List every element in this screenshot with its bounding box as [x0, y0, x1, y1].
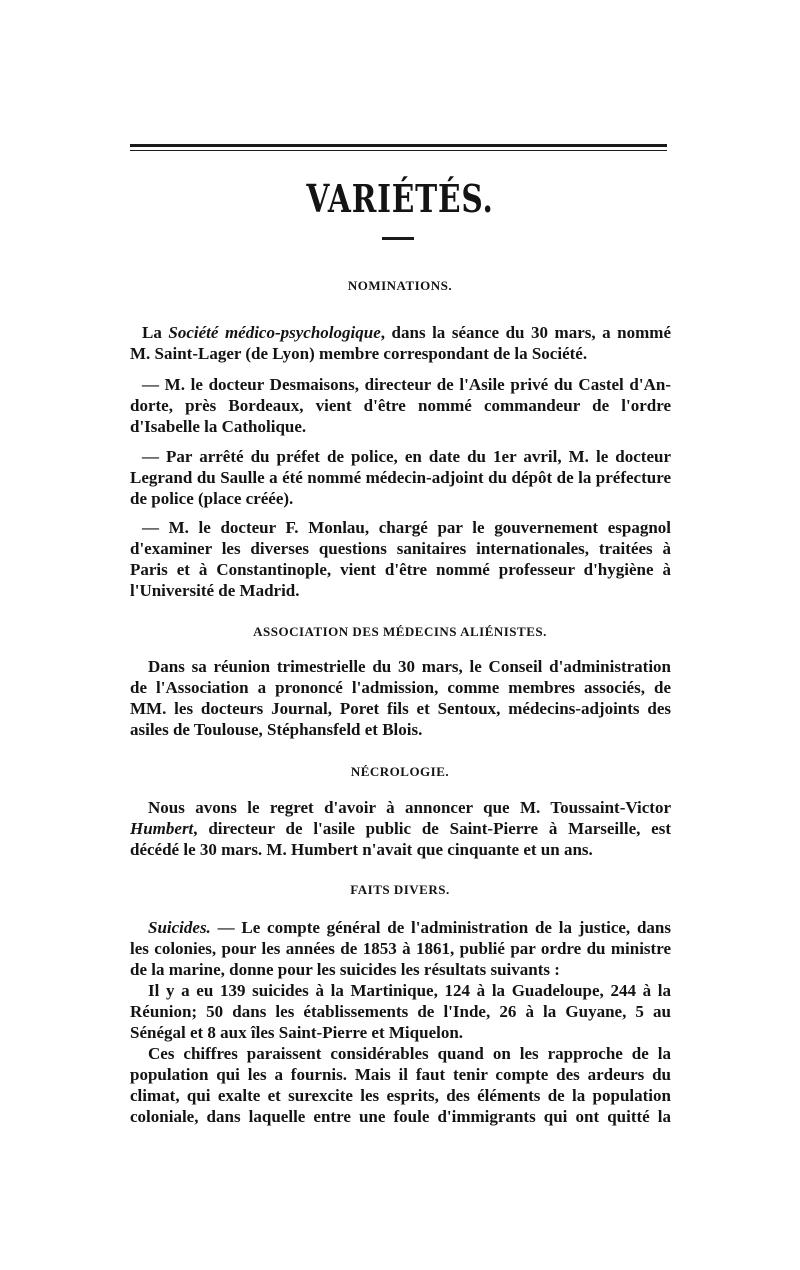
text-line: Sénégal et 8 aux îles Saint-Pierre et Miquelon. [130, 1023, 464, 1042]
text-line: M. Saint-Lager (de Lyon) membre correspondant de la Société. [130, 344, 588, 363]
text-line: dorte, près Bordeaux, vient d'être nommé commandeur de l'ordre [130, 396, 671, 415]
italic-name-humbert: Humbert [130, 819, 194, 838]
text-line: les colonies, pour les années de 1853 à 1861, publié par ordre du ministre [130, 939, 671, 958]
text-line: de police (place créée). [130, 489, 294, 508]
text-line: Ces chiffres paraissent considérables quand on les rapproche de la [148, 1044, 671, 1063]
text-line: La Société médico-psychologique, dans la séance du 30 mars, a nommé [142, 323, 671, 342]
heading-nominations: NOMINATIONS. [347, 278, 453, 293]
text-line: MM. les docteurs Journal, Poret fils et Sentoux, médecins-adjoints des [130, 699, 671, 718]
text-line: asiles de Toulouse, Stéphansfeld et Blois. [130, 720, 423, 739]
paragraph-statistics [130, 980, 671, 1043]
text-line: l'Université de Madrid. [130, 581, 300, 600]
text-line: Paris et à Constantinople, vient d'être nommé professeur d'hygiène à [130, 560, 671, 579]
text-line: d'examiner les diverses questions sanitaires internationales, traitées à [130, 539, 671, 558]
text-line: coloniale, dans laquelle entre une foule d'immigrants qui ont quitté la [130, 1107, 671, 1126]
paragraph-desmaisons [130, 374, 671, 437]
heading-association: ASSOCIATION DES MÉDECINS ALIÉNISTES. [253, 624, 547, 639]
title-divider [382, 237, 414, 240]
paragraph-societe [130, 322, 671, 364]
text-line: Legrand du Saulle a été nommé médecin-adjoint du dépôt de la préfecture [130, 468, 671, 487]
text-line: climat, qui exalte et surexcite les esprits, des éléments de la population [130, 1086, 671, 1105]
heading-faits-divers: FAITS DIVERS. [350, 882, 450, 897]
paragraph-monlau [130, 517, 671, 601]
paragraph-chiffres [130, 1043, 671, 1127]
text-line: Dans sa réunion trimestrielle du 30 mars, le Conseil d'administration [148, 657, 671, 676]
paragraph-association [130, 656, 671, 740]
text-line: de l'Association a prononcé l'admission, comme membres associés, de [130, 678, 671, 697]
header-rule-thick [130, 144, 667, 147]
italic-suicides: Suicides. [148, 918, 211, 937]
text-line: — Par arrêté du préfet de police, en date du 1er avril, M. le docteur [142, 447, 671, 466]
text-line: Nous avons le regret d'avoir à annoncer que M. Toussaint-Victor [148, 798, 671, 817]
text-line: Humbert, directeur de l'asile public de Saint-Pierre à Marseille, est [130, 819, 671, 838]
paragraph-suicides [130, 917, 671, 980]
text-line: Il y a eu 139 suicides à la Martinique, 124 à la Guadeloupe, 244 à la [148, 981, 671, 1000]
italic-society-name: Société médico-psychologique [168, 323, 381, 342]
paragraph-legrand [130, 446, 671, 509]
text-line: Suicides. — Le compte général de l'administration de la justice, dans [148, 918, 671, 937]
heading-necrologie: NÉCROLOGIE. [350, 764, 450, 779]
header-rule-thin [130, 150, 667, 151]
text-line: décédé le 30 mars. M. Humbert n'avait que cinquante et un ans. [130, 840, 593, 859]
text-line: d'Isabelle la Catholique. [130, 417, 307, 436]
text-line: — M. le docteur F. Monlau, chargé par le gouvernement espagnol [142, 518, 671, 537]
text-line: Réunion; 50 dans les établissements de l'Inde, 26 à la Guyane, 5 au [130, 1002, 671, 1021]
text-line: population qui les a fournis. Mais il faut tenir compte des ardeurs du [130, 1065, 671, 1084]
paragraph-necrologie [130, 797, 671, 860]
text-line: de la marine, donne pour les suicides les résultats suivants : [130, 960, 560, 979]
page-title: VARIÉTÉS. [306, 176, 494, 221]
text-line: — M. le docteur Desmaisons, directeur de l'Asile privé du Castel d'An- [142, 375, 671, 394]
